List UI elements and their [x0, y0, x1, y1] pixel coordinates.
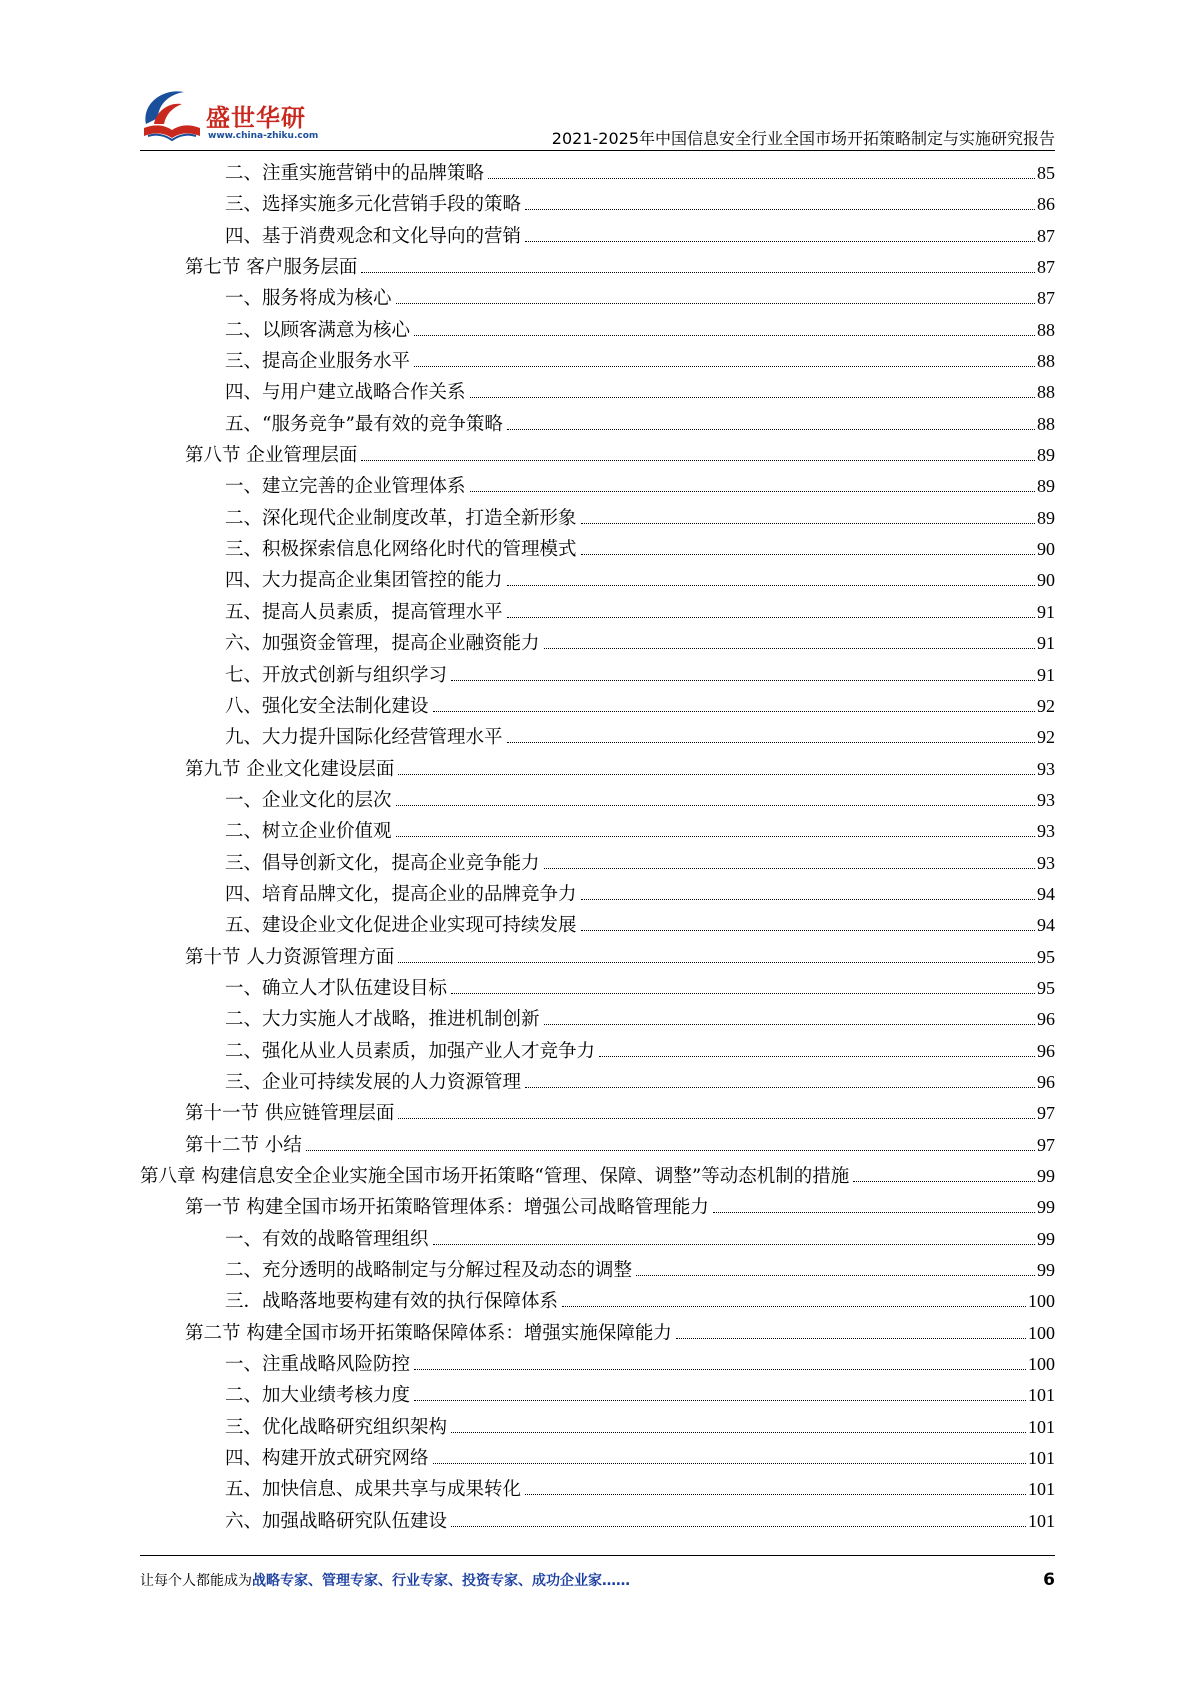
toc-entry-page: 88 — [1037, 382, 1055, 403]
toc-dot-leader — [470, 491, 1035, 492]
toc-entry-page: 91 — [1037, 633, 1055, 654]
toc-entry-title: 第十一节 供应链管理层面 — [185, 1103, 395, 1125]
toc-entry-page: 88 — [1037, 319, 1055, 340]
report-title: 2021-2025年中国信息安全行业全国市场开拓策略制定与实施研究报告 — [551, 129, 1055, 148]
toc-dot-leader — [306, 1150, 1035, 1151]
toc-entry[interactable] — [140, 189, 1055, 220]
toc-entry-title: 九、大力提升国际化经营管理水平 — [225, 727, 503, 749]
footer-divider — [140, 1555, 1055, 1556]
toc-entry-title: 五、提高人员素质，提高管理水平 — [225, 601, 503, 623]
toc-dot-leader — [853, 1181, 1035, 1182]
toc-entry-title: 二、注重实施营销中的品牌策略 — [225, 163, 485, 184]
toc-entry[interactable] — [140, 1130, 1055, 1161]
toc-entry-page: 93 — [1037, 758, 1055, 779]
toc-dot-leader — [507, 585, 1035, 586]
toc-entry-title: 四、大力提高企业集团管控的能力 — [225, 570, 503, 592]
toc-entry-title: 五、加快信息、成果共享与成果转化 — [225, 1479, 522, 1501]
toc-entry[interactable] — [140, 722, 1055, 753]
toc-entry-page: 88 — [1037, 351, 1055, 372]
toc-dot-leader — [544, 868, 1035, 869]
toc-entry-title: 二、以顾客满意为核心 — [225, 319, 411, 341]
toc-dot-leader — [525, 1087, 1035, 1088]
toc-entry-page: 92 — [1037, 727, 1055, 748]
page-number: 6 — [1043, 1570, 1055, 1590]
toc-entry[interactable] — [140, 440, 1055, 471]
toc-entry-page: 86 — [1037, 194, 1055, 215]
toc-dot-leader — [581, 523, 1035, 524]
toc-entry-page: 93 — [1037, 789, 1055, 810]
toc-entry[interactable] — [140, 1506, 1055, 1537]
toc-entry[interactable] — [140, 848, 1055, 879]
toc-entry-page: 101 — [1028, 1479, 1055, 1500]
toc-entry[interactable] — [140, 628, 1055, 659]
toc-entry-title: 第八节 企业管理层面 — [185, 445, 358, 467]
toc-dot-leader — [396, 303, 1035, 304]
toc-entry-title: 四、培育品牌文化，提高企业的品牌竞争力 — [225, 883, 577, 905]
toc-entry-title: 五、“服务竞争”最有效的竞争策略 — [225, 413, 503, 435]
toc-entry-title: 三、倡导创新文化，提高企业竞争能力 — [225, 852, 540, 874]
toc-entry-title: 一、注重战略风险防控 — [225, 1354, 411, 1376]
toc-dot-leader — [398, 774, 1035, 775]
toc-entry[interactable] — [140, 346, 1055, 377]
toc-entry[interactable] — [140, 409, 1055, 440]
toc-dot-leader — [507, 429, 1035, 430]
toc-dot-leader — [396, 805, 1035, 806]
toc-dot-leader — [713, 1212, 1035, 1213]
toc-entry[interactable] — [140, 1192, 1055, 1223]
toc-dot-leader — [414, 1369, 1026, 1370]
toc-entry-title: 三、优化战略研究组织架构 — [225, 1416, 448, 1438]
toc-entry-page: 94 — [1037, 915, 1055, 936]
toc-entry-title: 第一节 构建全国市场开拓策略管理体系：增强公司战略管理能力 — [185, 1197, 709, 1219]
toc-entry-title: 四、基于消费观念和文化导向的营销 — [225, 225, 522, 247]
toc-dot-leader — [525, 241, 1035, 242]
toc-entry-title: 二、大力实施人才战略，推进机制创新 — [225, 1009, 540, 1031]
toc-dot-leader — [507, 617, 1035, 618]
toc-entry-title: 一、服务将成为核心 — [225, 288, 392, 310]
toc-dot-leader — [636, 1275, 1035, 1276]
toc-dot-leader — [396, 836, 1035, 837]
toc-entry[interactable] — [140, 1036, 1055, 1067]
toc-entry-page: 91 — [1037, 601, 1055, 622]
toc-entry[interactable] — [140, 816, 1055, 847]
toc-dot-leader — [599, 1056, 1035, 1057]
toc-entry-title: 一、有效的战略管理组织 — [225, 1228, 429, 1250]
toc-entry[interactable] — [140, 1474, 1055, 1505]
toc-dot-leader — [488, 178, 1035, 179]
toc-entry-title: 三、企业可持续发展的人力资源管理 — [225, 1071, 522, 1093]
toc-dot-leader — [414, 1400, 1026, 1401]
toc-entry-page: 85 — [1037, 163, 1055, 183]
toc-entry-page: 89 — [1037, 476, 1055, 497]
table-of-contents — [140, 158, 1055, 1537]
toc-entry[interactable] — [140, 660, 1055, 691]
toc-entry-title: 四、构建开放式研究网络 — [225, 1448, 429, 1470]
logo-name: 盛世华研 — [206, 104, 306, 132]
toc-dot-leader — [414, 366, 1035, 367]
toc-entry-title: 五、建设企业文化促进企业实现可持续发展 — [225, 915, 577, 937]
toc-dot-leader — [676, 1338, 1026, 1339]
toc-entry-title: 三、提高企业服务水平 — [225, 351, 411, 373]
toc-dot-leader — [414, 335, 1035, 336]
toc-entry-page: 87 — [1037, 225, 1055, 246]
toc-entry-page: 88 — [1037, 413, 1055, 434]
toc-entry-page: 89 — [1037, 507, 1055, 528]
toc-dot-leader — [525, 1494, 1026, 1495]
toc-entry-page: 100 — [1028, 1354, 1055, 1375]
toc-dot-leader — [361, 460, 1035, 461]
toc-entry[interactable] — [140, 471, 1055, 502]
toc-entry-page: 101 — [1028, 1448, 1055, 1469]
toc-dot-leader — [361, 272, 1035, 273]
toc-dot-leader — [544, 648, 1035, 649]
toc-dot-leader — [433, 1463, 1026, 1464]
book-swoosh-logo-icon — [140, 84, 204, 146]
toc-entry-title: 八、强化安全法制化建设 — [225, 695, 429, 717]
toc-entry[interactable] — [140, 315, 1055, 346]
toc-entry-page: 89 — [1037, 445, 1055, 466]
toc-entry-title: 二、深化现代企业制度改革，打造全新形象 — [225, 507, 577, 529]
toc-dot-leader — [451, 680, 1035, 681]
logo-url: www.china-zhiku.com — [208, 131, 319, 141]
toc-dot-leader — [507, 742, 1035, 743]
toc-entry-page: 90 — [1037, 539, 1055, 560]
toc-entry-title: 二、充分透明的战略制定与分解过程及动态的调整 — [225, 1260, 633, 1282]
toc-entry[interactable] — [140, 158, 1055, 189]
toc-entry[interactable] — [140, 754, 1055, 785]
toc-entry[interactable] — [140, 910, 1055, 941]
toc-dot-leader — [470, 397, 1035, 398]
toc-entry[interactable] — [140, 534, 1055, 565]
toc-entry[interactable] — [140, 942, 1055, 973]
toc-entry-title: 第十节 人力资源管理方面 — [185, 946, 395, 968]
toc-entry-page: 92 — [1037, 695, 1055, 716]
toc-entry-page: 96 — [1037, 1009, 1055, 1030]
toc-entry[interactable] — [140, 1255, 1055, 1286]
toc-entry-page: 100 — [1028, 1291, 1055, 1312]
toc-entry[interactable] — [140, 1318, 1055, 1349]
toc-dot-leader — [525, 209, 1035, 210]
toc-entry[interactable] — [140, 1224, 1055, 1255]
toc-entry-page: 99 — [1037, 1228, 1055, 1249]
toc-entry[interactable] — [140, 1349, 1055, 1380]
toc-dot-leader — [433, 1244, 1035, 1245]
toc-entry-page: 101 — [1028, 1416, 1055, 1437]
toc-dot-leader — [544, 1024, 1035, 1025]
company-logo — [140, 84, 360, 146]
toc-entry-page: 91 — [1037, 664, 1055, 685]
toc-entry[interactable] — [140, 1161, 1055, 1192]
toc-entry-page: 96 — [1037, 1040, 1055, 1061]
toc-entry[interactable] — [140, 1004, 1055, 1035]
toc-entry[interactable] — [140, 1380, 1055, 1411]
toc-entry-title: 三．战略落地要构建有效的执行保障体系 — [225, 1291, 559, 1313]
toc-entry-title: 第七节 客户服务层面 — [185, 257, 358, 279]
toc-entry[interactable] — [140, 1098, 1055, 1129]
toc-entry-page: 101 — [1028, 1510, 1055, 1531]
toc-entry[interactable] — [140, 879, 1055, 910]
toc-dot-leader — [398, 1118, 1035, 1119]
toc-entry-title: 七、开放式创新与组织学习 — [225, 664, 448, 686]
toc-entry-page: 99 — [1037, 1260, 1055, 1281]
toc-entry[interactable] — [140, 1412, 1055, 1443]
toc-entry-title: 一、建立完善的企业管理体系 — [225, 476, 466, 498]
toc-dot-leader — [581, 930, 1035, 931]
toc-dot-leader — [451, 1526, 1026, 1527]
toc-entry[interactable] — [140, 1443, 1055, 1474]
toc-entry[interactable] — [140, 221, 1055, 252]
toc-entry-page: 99 — [1037, 1166, 1055, 1186]
toc-entry-page: 95 — [1037, 977, 1055, 998]
toc-entry-title: 六、加强战略研究队伍建设 — [225, 1510, 448, 1532]
toc-entry[interactable] — [140, 503, 1055, 534]
toc-entry-page: 87 — [1037, 288, 1055, 309]
toc-entry[interactable] — [140, 565, 1055, 596]
footer-slogan-prefix: 让每个人都能成为 — [140, 1573, 252, 1589]
footer-slogan-highlight: 战略专家、管理专家、行业专家、投资专家、成功企业家…… — [252, 1573, 630, 1589]
toc-entry-title: 六、加强资金管理，提高企业融资能力 — [225, 633, 540, 655]
toc-dot-leader — [451, 993, 1035, 994]
toc-dot-leader — [581, 899, 1035, 900]
toc-entry-title: 一、确立人才队伍建设目标 — [225, 977, 448, 999]
toc-entry-title: 二、加大业绩考核力度 — [225, 1385, 411, 1407]
toc-dot-leader — [451, 1432, 1026, 1433]
toc-entry[interactable] — [140, 283, 1055, 314]
toc-entry-title: 二、强化从业人员素质，加强产业人才竞争力 — [225, 1040, 596, 1062]
toc-dot-leader — [398, 962, 1035, 963]
toc-entry-page: 96 — [1037, 1071, 1055, 1092]
toc-dot-leader — [433, 711, 1035, 712]
toc-entry[interactable] — [140, 785, 1055, 816]
toc-entry-page: 101 — [1028, 1385, 1055, 1406]
toc-dot-leader — [562, 1306, 1026, 1307]
toc-entry[interactable] — [140, 377, 1055, 408]
toc-entry-title: 四、与用户建立战略合作关系 — [225, 382, 466, 404]
toc-entry-title: 第八章 构建信息安全企业实施全国市场开拓策略“管理、保障、调整”等动态机制的措施 — [140, 1166, 850, 1187]
toc-entry[interactable] — [140, 1067, 1055, 1098]
toc-entry-page: 97 — [1037, 1103, 1055, 1124]
toc-entry-page: 93 — [1037, 821, 1055, 842]
toc-entry-title: 一、企业文化的层次 — [225, 789, 392, 811]
toc-entry-title: 第九节 企业文化建设层面 — [185, 758, 395, 780]
toc-entry-title: 第二节 构建全国市场开拓策略保障体系：增强实施保障能力 — [185, 1322, 672, 1344]
toc-entry-page: 87 — [1037, 257, 1055, 278]
toc-entry-page: 97 — [1037, 1134, 1055, 1155]
page-header — [140, 80, 1055, 150]
toc-entry-page: 95 — [1037, 946, 1055, 967]
toc-entry-page: 94 — [1037, 883, 1055, 904]
toc-entry[interactable] — [140, 1286, 1055, 1317]
toc-entry[interactable] — [140, 973, 1055, 1004]
toc-entry[interactable] — [140, 252, 1055, 283]
toc-dot-leader — [581, 554, 1035, 555]
toc-entry-page: 90 — [1037, 570, 1055, 591]
toc-entry-page: 93 — [1037, 852, 1055, 873]
toc-entry-title: 二、树立企业价值观 — [225, 821, 392, 843]
toc-entry[interactable] — [140, 597, 1055, 628]
toc-entry-page: 99 — [1037, 1197, 1055, 1218]
page-footer — [140, 1570, 1055, 1600]
toc-entry-title: 三、选择实施多元化营销手段的策略 — [225, 194, 522, 216]
header-divider — [140, 150, 1055, 151]
toc-entry-page: 100 — [1028, 1322, 1055, 1343]
toc-entry[interactable] — [140, 691, 1055, 722]
toc-entry-title: 三、积极探索信息化网络化时代的管理模式 — [225, 539, 577, 561]
toc-entry-title: 第十二节 小结 — [185, 1134, 302, 1156]
